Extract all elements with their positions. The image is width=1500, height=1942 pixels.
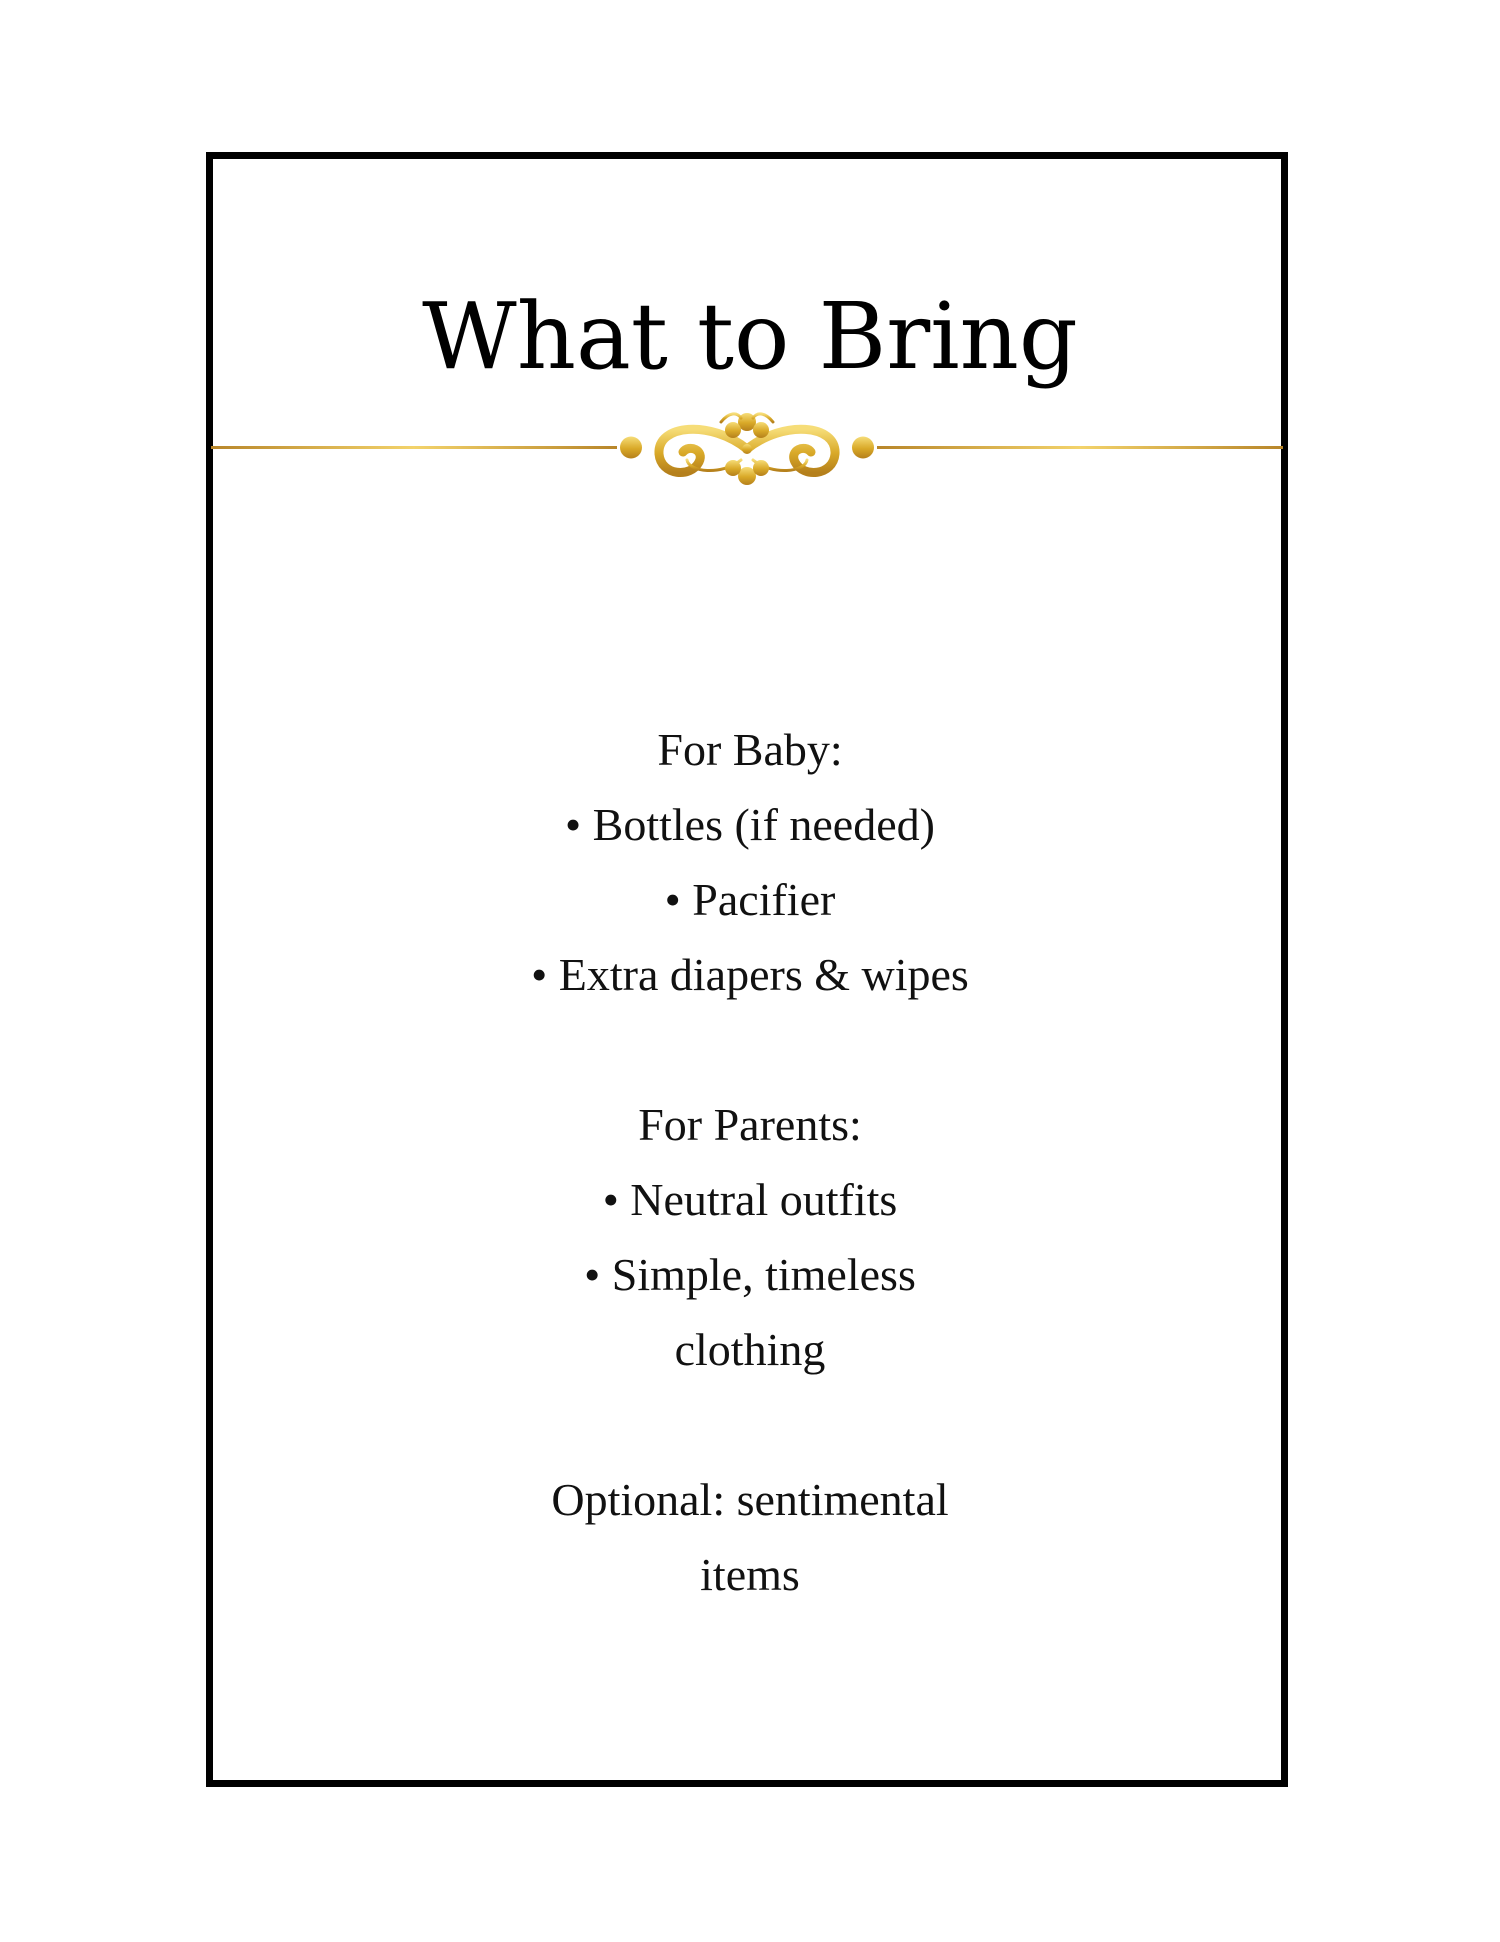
section-heading-parents: For Parents: xyxy=(638,1099,862,1150)
list-item: • Simple, timeless xyxy=(584,1249,916,1300)
optional-note: items xyxy=(700,1549,800,1600)
section-heading-baby: For Baby: xyxy=(657,724,843,775)
gold-flourish-icon xyxy=(211,402,1283,492)
section-spacer xyxy=(0,1387,1500,1462)
list-item: • Extra diapers & wipes xyxy=(531,949,969,1000)
divider-dot-right xyxy=(852,437,874,459)
divider-line-left xyxy=(211,446,617,449)
list-item: clothing xyxy=(674,1324,826,1375)
section-spacer xyxy=(0,1012,1500,1087)
divider-dot-left xyxy=(620,437,642,459)
page-title: What to Bring xyxy=(422,283,1078,390)
divider-line-right xyxy=(877,446,1283,449)
list-item: • Pacifier xyxy=(664,874,836,925)
list-item: • Neutral outfits xyxy=(602,1174,898,1225)
optional-note: Optional: sentimental xyxy=(551,1474,949,1525)
list-item: • Bottles (if needed) xyxy=(565,799,935,850)
item-list xyxy=(0,712,1500,1612)
